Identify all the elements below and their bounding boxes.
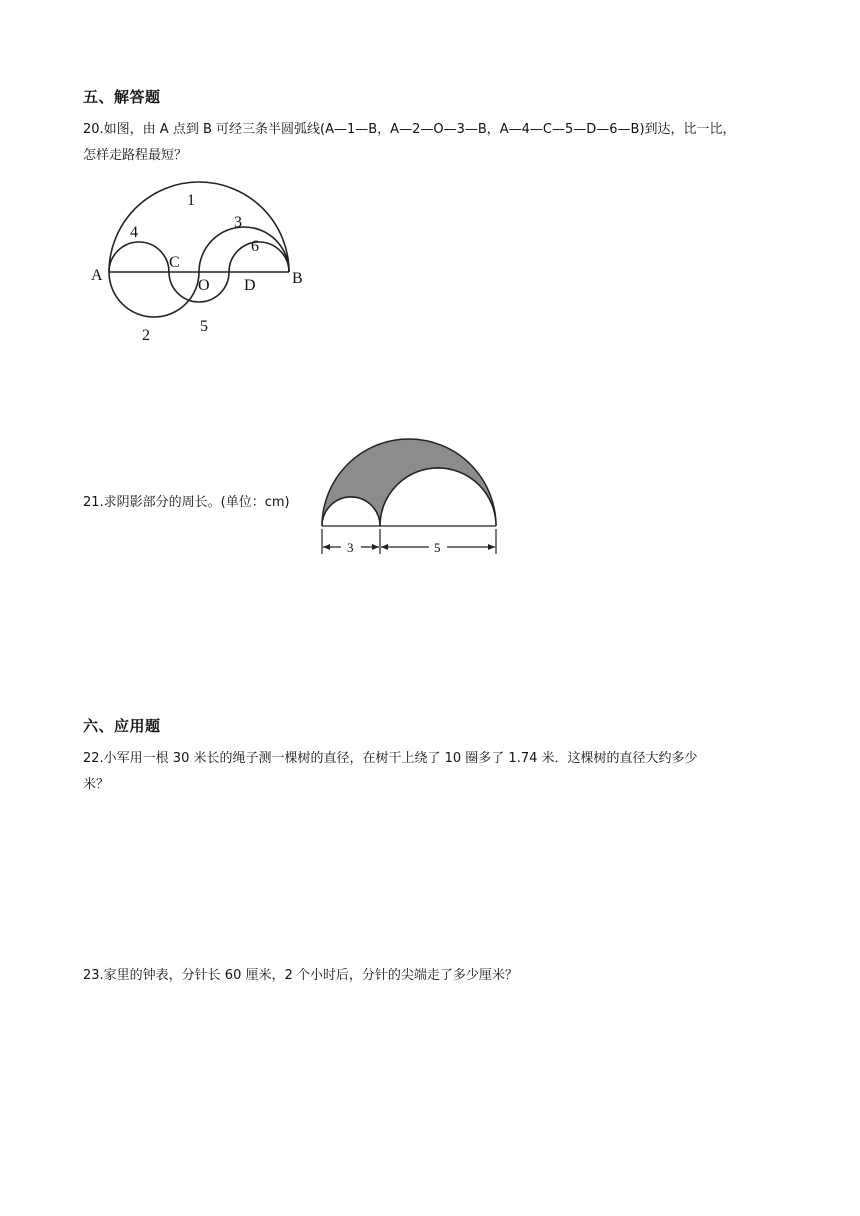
arc-2 — [109, 272, 199, 317]
question-21-text: 21.求阴影部分的周长。(单位：cm) — [83, 495, 290, 510]
label-d: D — [244, 277, 256, 294]
dim-label-5: 5 — [434, 540, 441, 555]
label-o: O — [198, 277, 210, 294]
label-6: 6 — [251, 238, 259, 255]
question-20-line2: 怎样走路程最短？ — [83, 148, 188, 163]
question-22-line1: 22.小军用一根 30 米长的绳子测一棵树的直径，在树干上绕了 10 圈多了 1.74 米．这棵树的直径大约多少 — [83, 751, 698, 766]
label-4: 4 — [130, 224, 138, 241]
label-b: B — [292, 270, 303, 287]
label-a: A — [91, 267, 103, 284]
question-22-line2: 米？ — [83, 777, 110, 792]
q20-semicircle-figure — [85, 180, 325, 350]
question-20-line1: 20.如图，由 A 点到 B 可经三条半圆弧线(A—1—B，A—2—O—3—B，A—4—C—5—D—6—B)到达，比一比， — [83, 122, 736, 137]
question-23-text: 23.家里的钟表，分针长 60 厘米，2 个小时后，分针的尖端走了多少厘米？ — [83, 968, 518, 983]
q21-shaded-figure — [315, 432, 505, 562]
arc-6 — [229, 242, 289, 272]
label-5: 5 — [200, 318, 208, 335]
arc-3 — [199, 227, 289, 272]
section-5-heading: 五、解答题 — [83, 88, 161, 106]
label-2: 2 — [142, 327, 150, 344]
label-3: 3 — [234, 214, 242, 231]
label-1: 1 — [187, 192, 195, 209]
label-c: C — [169, 254, 180, 271]
section-6-heading: 六、应用题 — [83, 717, 161, 735]
dim-label-3: 3 — [347, 540, 354, 555]
arc-4 — [109, 242, 169, 272]
